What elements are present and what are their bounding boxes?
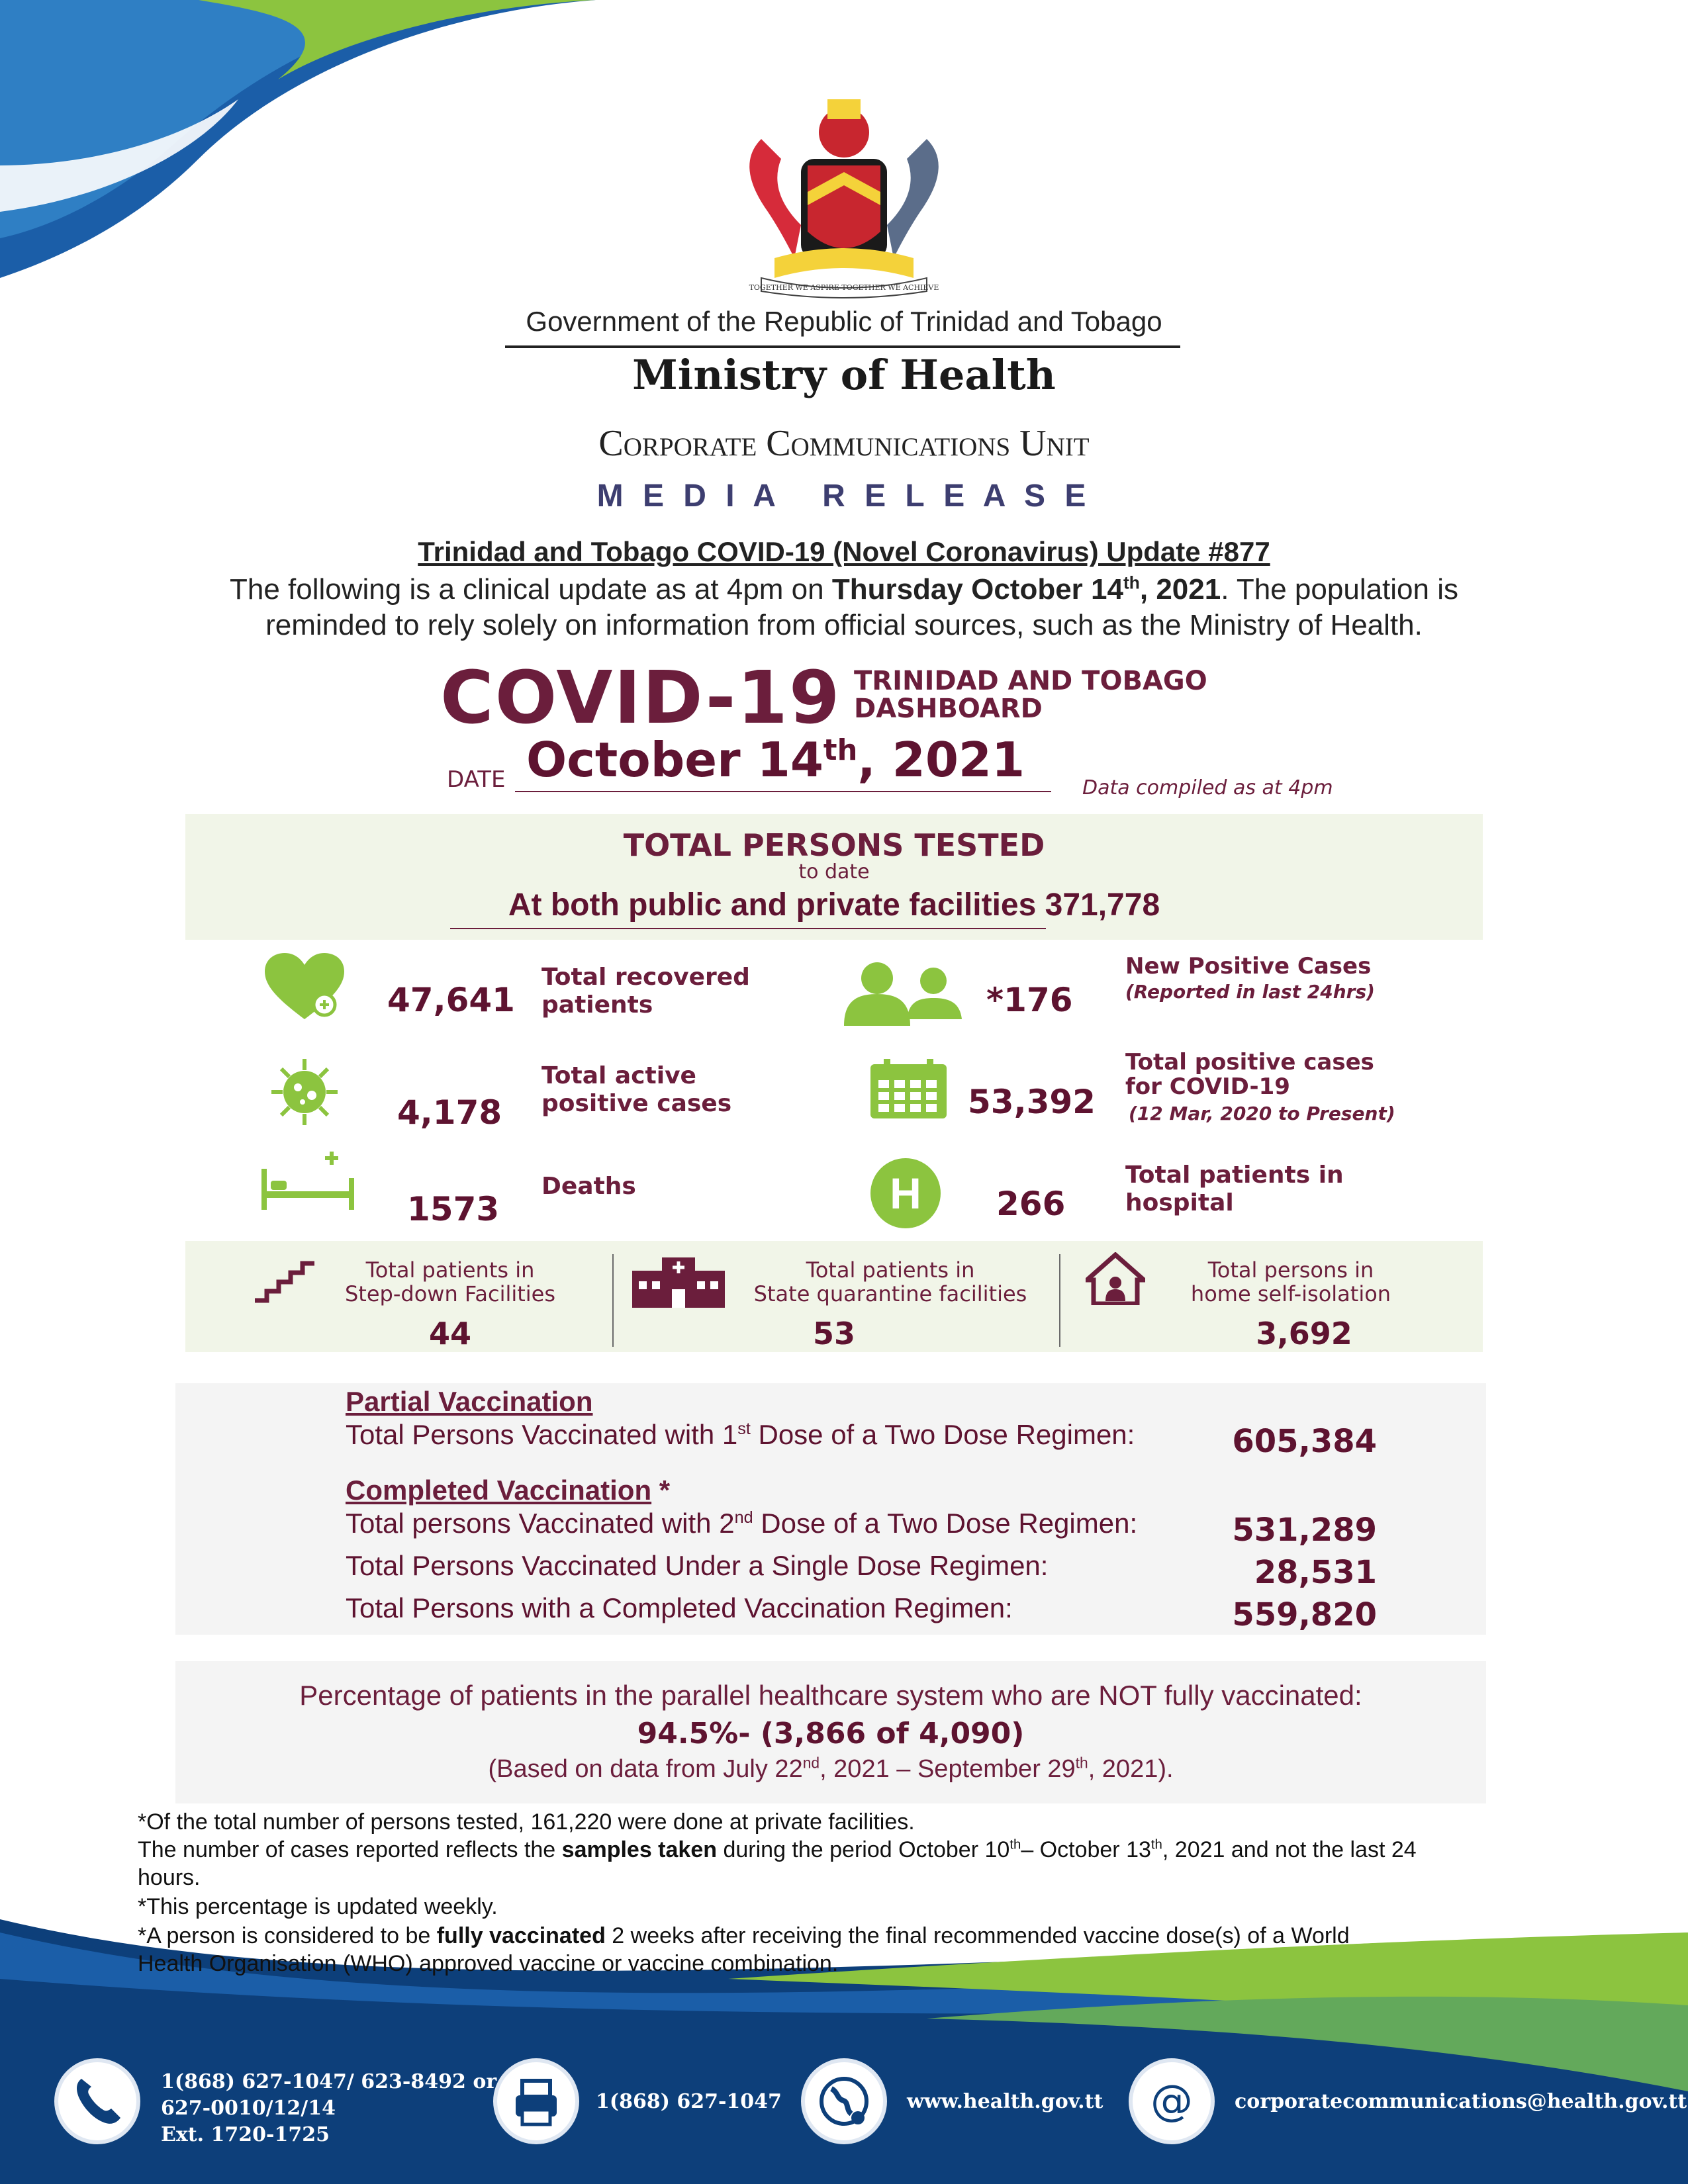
parallel-line-1: Percentage of patients in the parallel healthcare system who are NOT fully vaccinated: — [299, 1680, 1362, 1711]
calendar-icon — [870, 1059, 947, 1118]
footer-fax: 1(868) 627-1047 — [596, 2090, 782, 2113]
virus-icon — [268, 1056, 341, 1128]
covid-title: COVID-19 — [440, 655, 841, 740]
total-positive-label-3: (12 Mar, 2020 to Present) — [1129, 1103, 1395, 1124]
new-positive-value: *176 — [986, 981, 1073, 1019]
active-label-1: Total active — [541, 1062, 696, 1089]
deaths-label: Deaths — [541, 1173, 636, 1200]
parallel-line-3: (Based on data from July 22nd, 2021 – September 29th, 2021). — [488, 1754, 1174, 1783]
footer-phone-1: 1(868) 627-1047/ 623-8492 or — [161, 2070, 497, 2093]
globe-icon — [801, 2058, 887, 2144]
second-dose-label: Total persons Vaccinated with 2nd Dose of a Two Dose Regimen: — [346, 1508, 1138, 1539]
note-4-cont: Health Organisation (WHO) approved vaccine or vaccine combination. — [138, 1951, 839, 1976]
total-positive-label-2: for COVID-19 — [1125, 1073, 1290, 1100]
tested-line: At both public and private facilities 371,778 — [508, 887, 1160, 923]
recovered-label-2: patients — [541, 991, 653, 1019]
svg-text:TOGETHER WE ASPIRE TOGETHER WE: TOGETHER WE ASPIRE TOGETHER WE ACHIEVE — [749, 283, 939, 292]
note-4: *A person is considered to be fully vaccinated 2 weeks after receiving the final recommended vaccine dose(s) of a World — [138, 1923, 1350, 1948]
quarantine-building-icon — [632, 1256, 725, 1308]
fax-icon — [493, 2058, 579, 2144]
email-icon — [1129, 2058, 1215, 2144]
quarantine-value: 53 — [812, 1316, 855, 1351]
new-positive-label-1: New Positive Cases — [1125, 953, 1372, 979]
deaths-value: 1573 — [407, 1190, 500, 1228]
parallel-line-2: 94.5%- (3,866 of 4,090) — [637, 1717, 1025, 1751]
partial-vaccination-label: Total Persons Vaccinated with 1st Dose of a Two Dose Regimen: — [346, 1419, 1135, 1450]
coat-of-arms-icon — [722, 60, 966, 304]
facilities-divider-1 — [612, 1254, 614, 1347]
hospital-label-1: Total patients in — [1125, 1161, 1344, 1189]
partial-vaccination-value: 605,384 — [1232, 1423, 1377, 1460]
unit-title: Corporate Communications Unit — [598, 423, 1090, 464]
stepdown-value: 44 — [428, 1316, 471, 1351]
total-positive-label-1: Total positive cases — [1125, 1049, 1374, 1075]
single-dose-value: 28,531 — [1254, 1554, 1377, 1591]
stairs-icon — [255, 1261, 314, 1304]
date-label: DATE — [447, 766, 506, 793]
footer-phone-2: 627-0010/12/14 — [161, 2097, 336, 2120]
ministry-title: Ministry of Health — [632, 351, 1056, 399]
active-label-2: positive cases — [541, 1090, 732, 1117]
government-title: Government of the Republic of Trinidad and Tobago — [526, 306, 1162, 337]
hospital-value: 266 — [996, 1185, 1066, 1223]
svg-text:@: @ — [1150, 2077, 1193, 2126]
hospital-icon: H — [870, 1158, 941, 1228]
note-1: *Of the total number of persons tested, 161,220 were done at private facilities. — [138, 1809, 915, 1835]
new-positive-label-2: (Reported in last 24hrs) — [1125, 981, 1375, 1003]
quarantine-label-1: Total patients in — [806, 1257, 975, 1283]
single-dose-label: Total Persons Vaccinated Under a Single Dose Regimen: — [346, 1550, 1049, 1581]
completed-regimen-value: 559,820 — [1232, 1596, 1377, 1633]
note-2: The number of cases reported reflects the samples taken during the period October 10th– October 13th, 2021 and not the last 24 — [138, 1837, 1417, 1862]
home-icon — [1086, 1252, 1145, 1305]
phone-icon — [54, 2058, 140, 2144]
update-line-2: reminded to rely solely on information from official sources, such as the Ministry of Health. — [265, 609, 1423, 641]
date-underline — [515, 791, 1051, 792]
tested-title: TOTAL PERSONS TESTED — [623, 827, 1045, 863]
footer-phone-3: Ext. 1720-1725 — [161, 2123, 330, 2146]
note-3: *This percentage is updated weekly. — [138, 1894, 498, 1919]
isolation-label-1: Total persons in — [1207, 1257, 1374, 1283]
active-value: 4,178 — [397, 1093, 502, 1132]
tested-subtitle: to date — [798, 860, 870, 884]
tested-underline — [450, 928, 1046, 929]
facilities-divider-2 — [1059, 1254, 1060, 1347]
stepdown-label-2: Step-down Facilities — [344, 1281, 556, 1306]
dashboard-subtitle-1: TRINIDAD AND TOBAGO — [854, 666, 1207, 696]
partial-vaccination-title: Partial Vaccination — [346, 1386, 593, 1417]
top-left-swoosh — [0, 0, 596, 291]
completed-regimen-label: Total Persons with a Completed Vaccination Regimen: — [346, 1592, 1013, 1623]
hospital-label-2: hospital — [1125, 1189, 1234, 1216]
completed-vaccination-title: Completed Vaccination * — [346, 1475, 671, 1506]
date-value: October 14th, 2021 — [526, 732, 1025, 788]
bed-icon — [261, 1150, 354, 1216]
isolation-label-2: home self-isolation — [1190, 1281, 1391, 1306]
second-dose-value: 531,289 — [1232, 1512, 1377, 1549]
data-compiled-note: Data compiled as at 4pm — [1082, 776, 1333, 799]
recovered-label-1: Total recovered — [541, 964, 750, 991]
heart-icon — [265, 953, 344, 1026]
quarantine-label-2: State quarantine facilities — [753, 1281, 1027, 1306]
update-title: Trinidad and Tobago COVID-19 (Novel Coronavirus) Update #877 — [418, 536, 1270, 567]
footer-email: corporatecommunications@health.gov.tt — [1235, 2090, 1687, 2113]
media-release-title: M E D I A R E L E A S E — [596, 478, 1092, 514]
total-positive-value: 53,392 — [968, 1083, 1096, 1121]
recovered-value: 47,641 — [387, 981, 515, 1019]
dashboard-subtitle-2: DASHBOARD — [854, 694, 1043, 724]
people-icon — [844, 960, 963, 1026]
update-line-1: The following is a clinical update as at 4pm on Thursday October 14th, 2021. The population is — [229, 572, 1459, 606]
isolation-value: 3,692 — [1256, 1316, 1352, 1351]
header-divider — [505, 345, 1180, 348]
stepdown-label-1: Total patients in — [365, 1257, 535, 1283]
note-2-cont: hours. — [138, 1865, 201, 1890]
footer-web: www.health.gov.tt — [907, 2090, 1103, 2113]
